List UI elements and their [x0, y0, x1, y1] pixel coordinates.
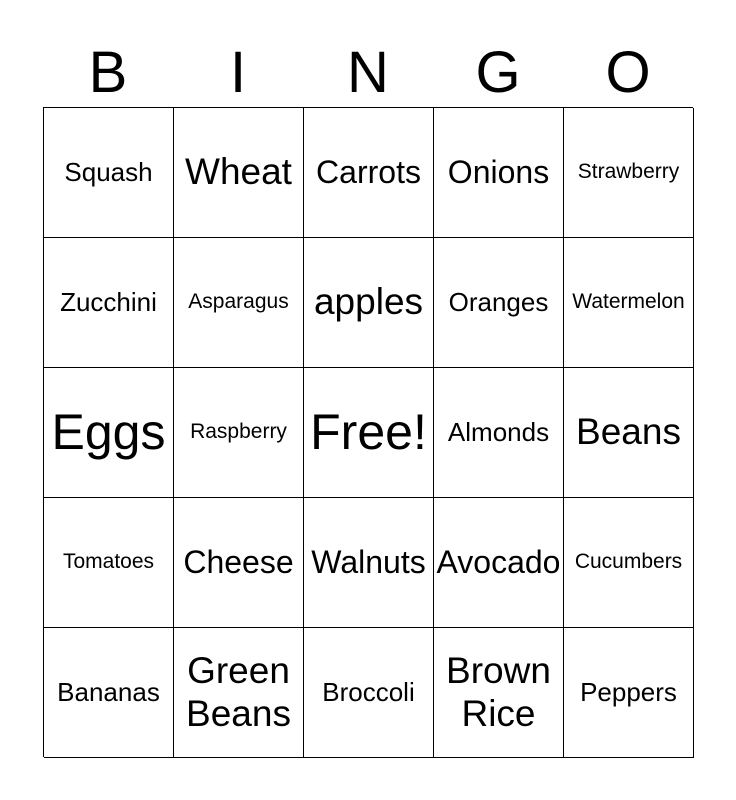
- cell-label: Asparagus: [188, 290, 289, 314]
- bingo-cell[interactable]: [434, 498, 564, 628]
- header-letter-o: O: [605, 40, 651, 105]
- cell-label: Raspberry: [190, 420, 287, 444]
- bingo-header: [43, 38, 693, 108]
- bingo-cell[interactable]: [564, 108, 694, 238]
- cell-label: Walnuts: [311, 544, 426, 581]
- bingo-grid: [43, 107, 693, 757]
- bingo-cell[interactable]: [304, 628, 434, 758]
- header-letter-g: G: [475, 40, 521, 105]
- cell-label: Watermelon: [572, 290, 685, 314]
- bingo-cell[interactable]: [174, 368, 304, 498]
- bingo-cell[interactable]: [44, 238, 174, 368]
- bingo-cell[interactable]: [44, 108, 174, 238]
- cell-label: Cucumbers: [574, 550, 683, 574]
- cell-label: Eggs: [51, 403, 166, 460]
- header-letter-i: I: [229, 40, 247, 105]
- cell-label: Tomatoes: [62, 550, 155, 574]
- bingo-cell[interactable]: [174, 628, 304, 758]
- bingo-cell[interactable]: [564, 628, 694, 758]
- cell-label: Zucchini: [60, 286, 157, 317]
- bingo-cell[interactable]: [44, 498, 174, 628]
- cell-label: Peppers: [580, 676, 677, 707]
- bingo-cell[interactable]: [434, 628, 564, 758]
- cell-label: Onions: [447, 154, 550, 191]
- bingo-cell[interactable]: [304, 498, 434, 628]
- bingo-cell[interactable]: [564, 238, 694, 368]
- cell-label: Broccoli: [322, 676, 415, 707]
- cell-label: Strawberry: [577, 160, 680, 184]
- bingo-cell[interactable]: [434, 368, 564, 498]
- cell-label: Oranges: [448, 286, 549, 317]
- bingo-cell[interactable]: [564, 368, 694, 498]
- bingo-cell[interactable]: [44, 368, 174, 498]
- bingo-cell[interactable]: [44, 628, 174, 758]
- header-letter-b: B: [88, 40, 128, 105]
- cell-label: Green Beans: [186, 649, 291, 734]
- bingo-cell[interactable]: [174, 238, 304, 368]
- cell-label: Carrots: [316, 154, 421, 191]
- cell-label: Bananas: [57, 676, 160, 707]
- bingo-cell[interactable]: [174, 498, 304, 628]
- cell-label: apples: [313, 281, 424, 323]
- cell-label: Wheat: [185, 151, 292, 193]
- bingo-cell[interactable]: [304, 108, 434, 238]
- cell-label: Brown Rice: [446, 649, 551, 734]
- bingo-cell[interactable]: [304, 238, 434, 368]
- bingo-cell[interactable]: [434, 108, 564, 238]
- cell-label: Avocado: [436, 544, 561, 581]
- bingo-cell[interactable]: [434, 238, 564, 368]
- cell-label: Cheese: [183, 544, 294, 581]
- cell-label: Almonds: [447, 416, 550, 447]
- bingo-cell[interactable]: [564, 498, 694, 628]
- header-letter-n: N: [347, 40, 389, 105]
- cell-label: Squash: [64, 156, 153, 187]
- free-space-cell[interactable]: [304, 368, 434, 498]
- cell-label: Beans: [576, 411, 681, 453]
- free-space-label: Free!: [310, 403, 427, 460]
- bingo-cell[interactable]: [174, 108, 304, 238]
